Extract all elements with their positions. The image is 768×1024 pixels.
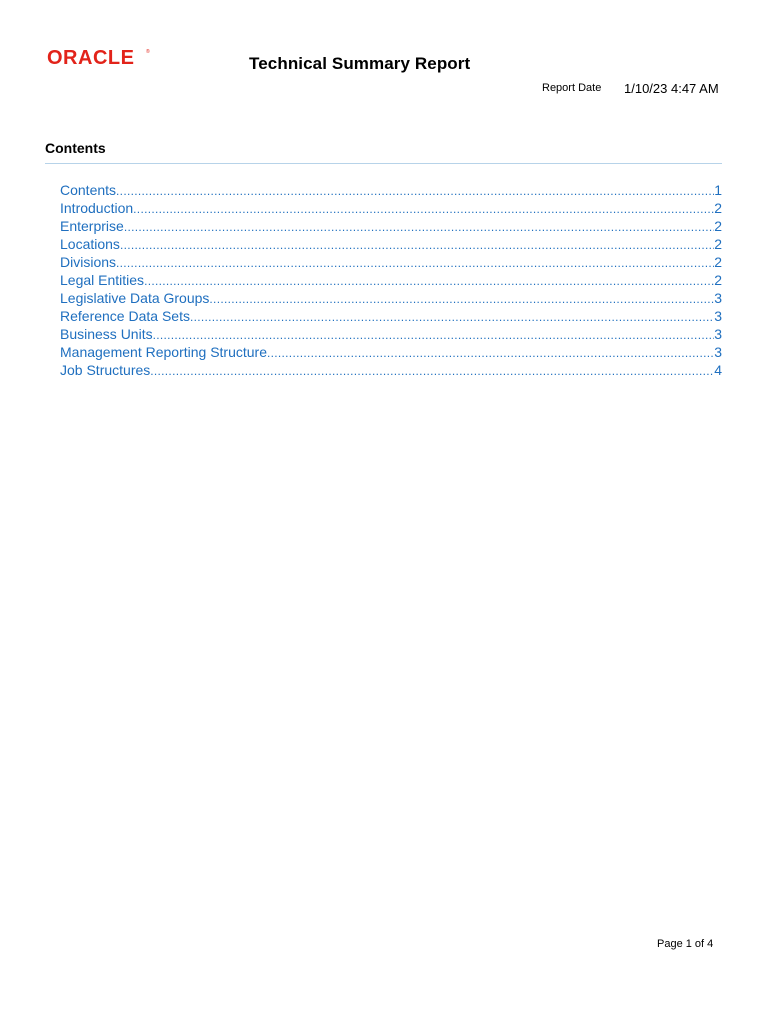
toc-dot-leader xyxy=(209,290,714,308)
toc-entry-title[interactable]: Legal Entities xyxy=(60,272,145,288)
toc-dot-leader xyxy=(153,326,715,344)
toc-entry[interactable] xyxy=(60,361,722,379)
oracle-logo xyxy=(47,44,153,70)
oracle-logo-graphic xyxy=(47,44,153,70)
toc-entry-page[interactable]: 2 xyxy=(714,272,722,288)
toc-dot-leader xyxy=(120,236,714,254)
toc-entry-title[interactable]: Enterprise xyxy=(60,218,124,234)
toc-dot-leader xyxy=(116,182,714,200)
toc-entry[interactable] xyxy=(60,343,722,361)
toc-dot-leader xyxy=(150,362,714,380)
contents-heading: Contents xyxy=(45,140,106,156)
toc-entry[interactable] xyxy=(60,235,722,253)
toc-dot-leader xyxy=(116,254,714,272)
toc-entry-title[interactable]: Divisions xyxy=(60,254,117,270)
toc-entry-page[interactable]: 2 xyxy=(714,218,722,234)
report-date-value: 1/10/23 4:47 AM xyxy=(624,81,719,96)
report-title: Technical Summary Report xyxy=(249,54,471,73)
toc-entry[interactable] xyxy=(60,253,722,271)
toc-entry-page[interactable]: 2 xyxy=(714,236,722,252)
toc-entry-title[interactable]: Reference Data Sets xyxy=(60,308,190,324)
toc-entry-page[interactable]: 3 xyxy=(714,308,722,324)
toc-entry-page[interactable]: 3 xyxy=(714,326,722,342)
toc-entry[interactable] xyxy=(60,325,722,343)
toc-entry-title[interactable]: Introduction xyxy=(60,200,134,216)
toc-entry[interactable] xyxy=(60,271,722,289)
toc-entry-title[interactable]: Contents xyxy=(60,182,117,198)
toc-entry-page[interactable]: 3 xyxy=(714,290,722,306)
oracle-logo-text: ORACLE xyxy=(47,47,135,69)
toc-dot-leader xyxy=(190,308,714,326)
toc-dot-leader xyxy=(144,272,714,290)
toc-entry[interactable] xyxy=(60,289,722,307)
toc-entry[interactable] xyxy=(60,217,722,235)
toc-entry-title[interactable]: Management Reporting Structure xyxy=(60,344,267,360)
toc-entry[interactable] xyxy=(60,181,722,199)
toc-entry[interactable] xyxy=(60,199,722,217)
toc-dot-leader xyxy=(124,218,714,236)
toc-entry-page[interactable]: 3 xyxy=(714,344,722,360)
toc-entry-title[interactable]: Locations xyxy=(60,236,120,252)
page-number: Page 1 of 4 xyxy=(657,938,714,950)
registered-mark-icon: ® xyxy=(146,49,150,55)
toc-entry-page[interactable]: 1 xyxy=(714,182,722,198)
toc-entry-title[interactable]: Business Units xyxy=(60,326,153,342)
toc-dot-leader xyxy=(133,200,714,218)
table-of-contents xyxy=(60,181,722,379)
toc-entry-title[interactable]: Job Structures xyxy=(60,362,151,378)
toc-entry-page[interactable]: 2 xyxy=(714,254,722,270)
contents-divider xyxy=(45,163,722,164)
toc-entry-title[interactable]: Legislative Data Groups xyxy=(60,290,210,306)
toc-entry-page[interactable]: 2 xyxy=(714,200,722,216)
toc-entry-page[interactable]: 4 xyxy=(714,362,722,378)
toc-entry[interactable] xyxy=(60,307,722,325)
report-date-label: Report Date xyxy=(542,82,602,94)
toc-dot-leader xyxy=(267,344,714,362)
